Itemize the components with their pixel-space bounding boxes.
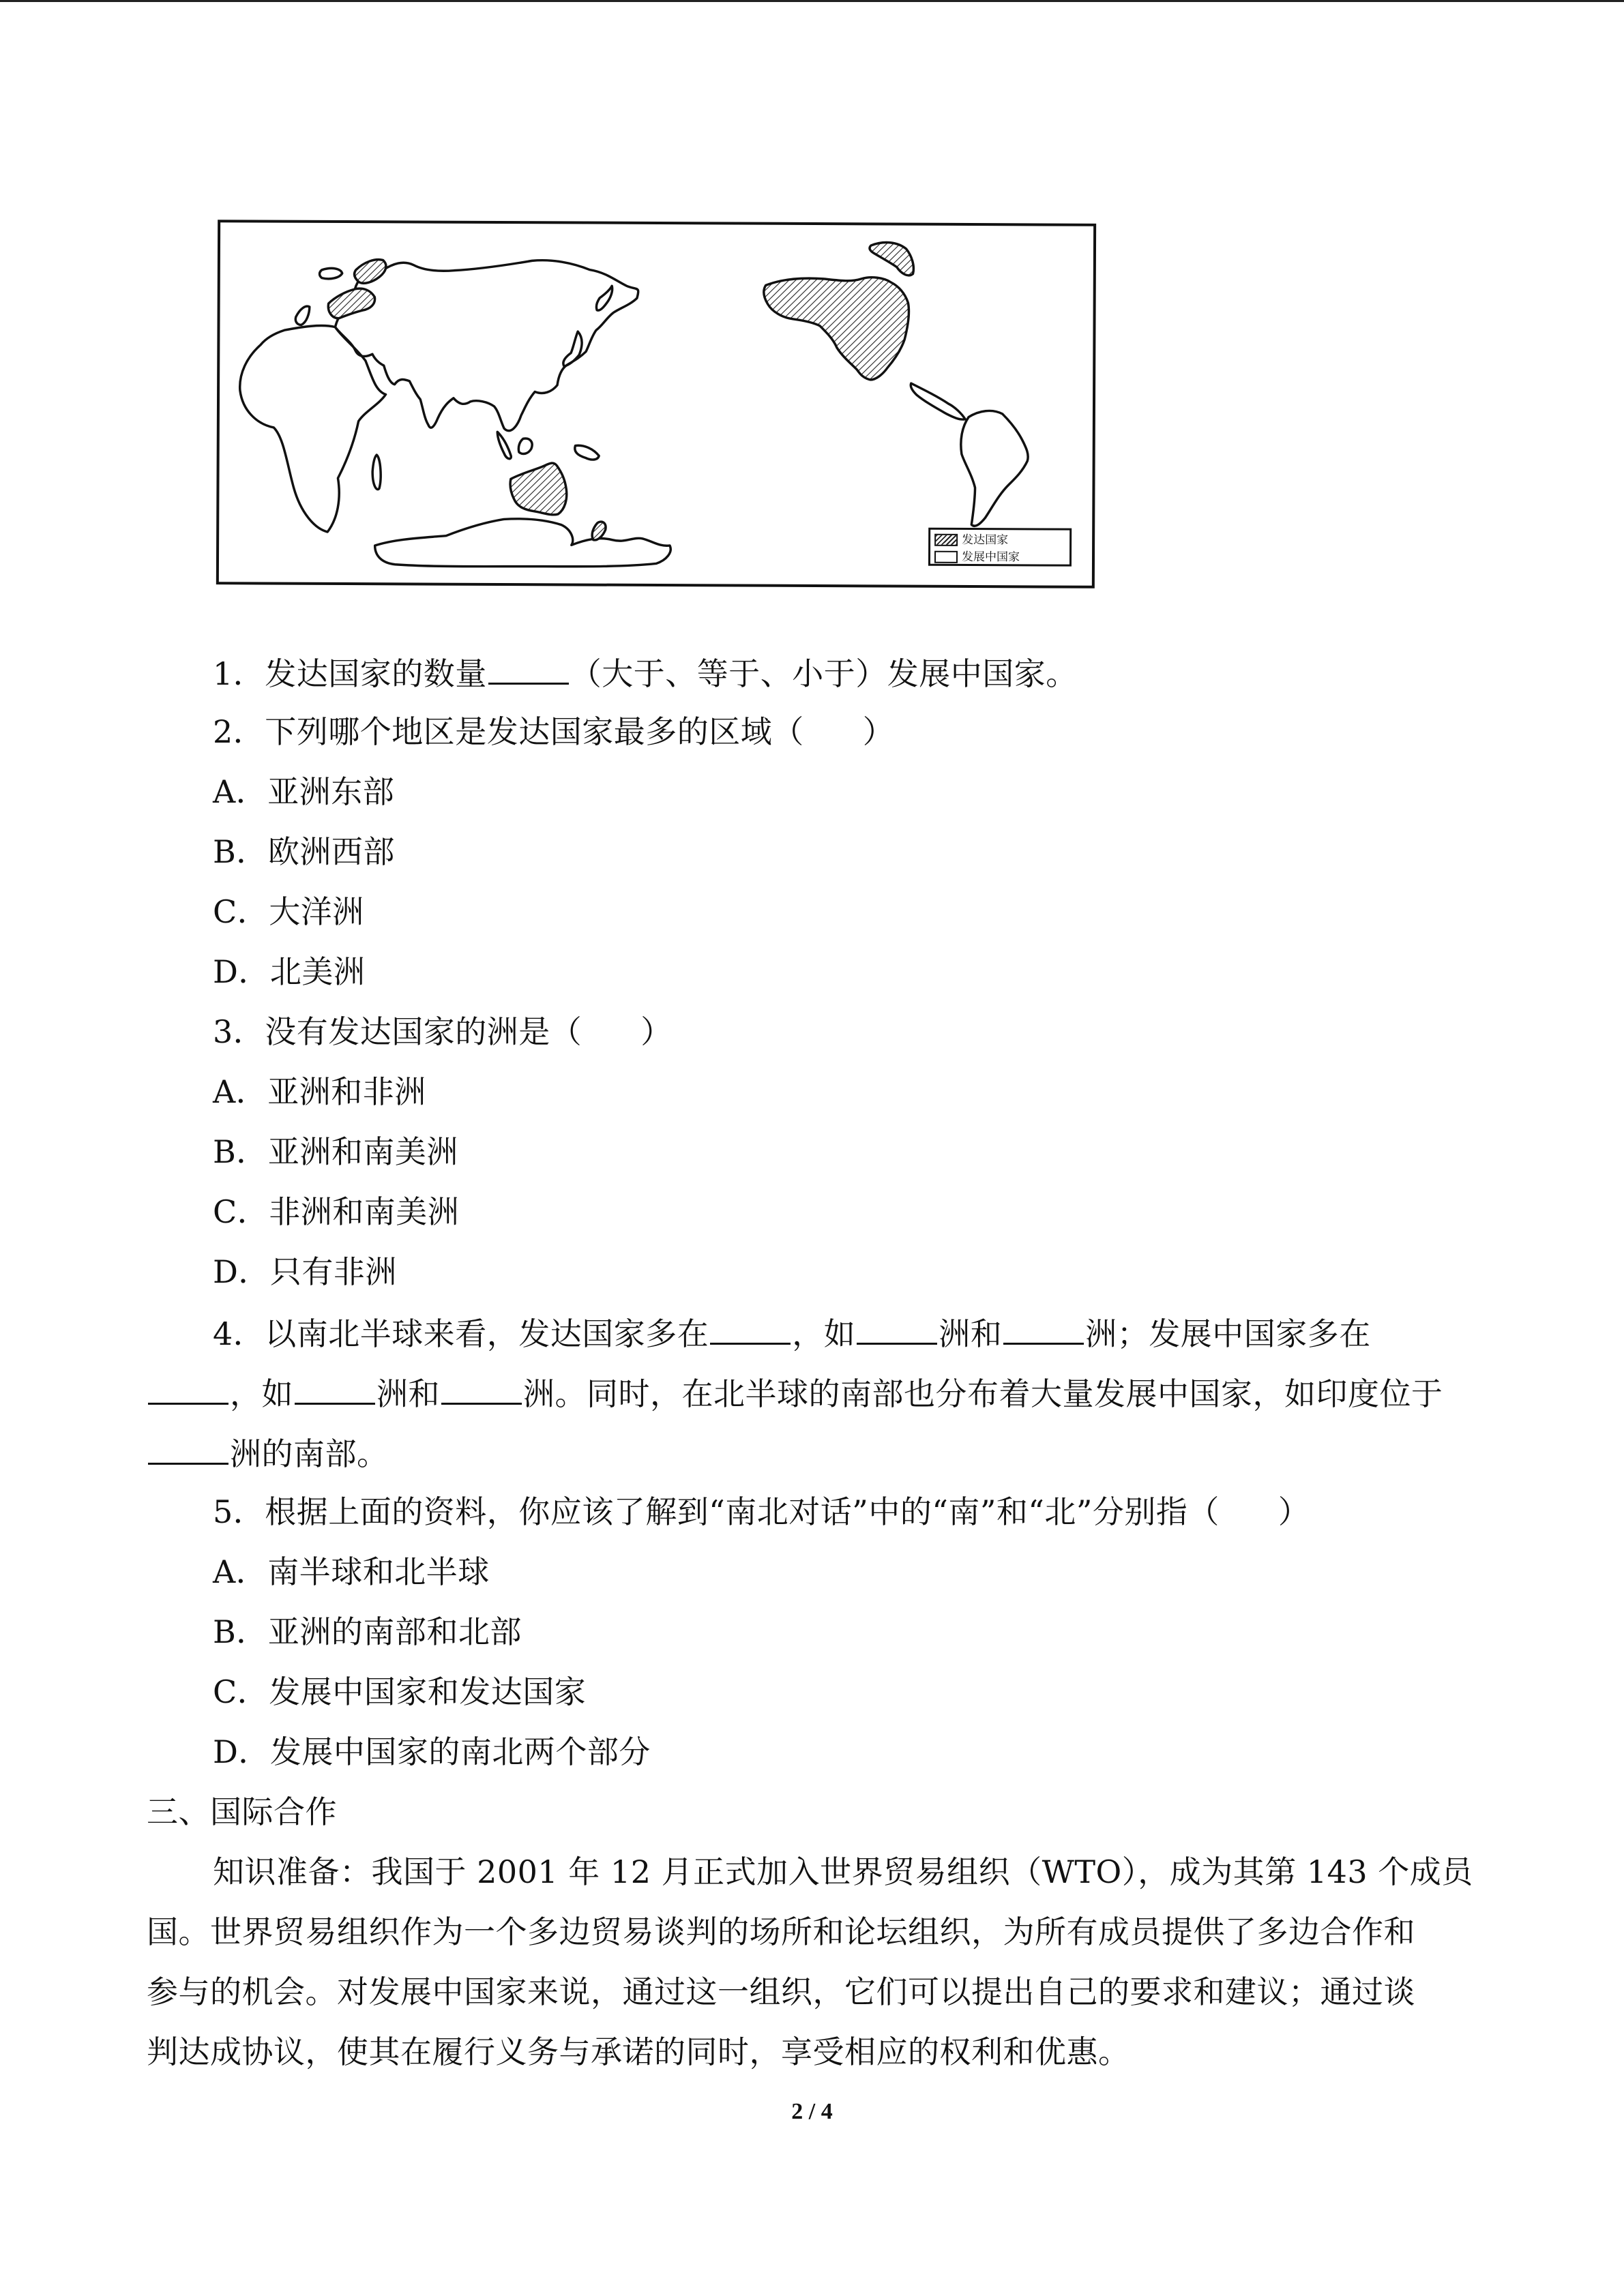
page-number: 2 / 4 (791, 2099, 833, 2124)
eurasia-outline (335, 259, 638, 431)
australia-developed (510, 463, 567, 515)
question-1 (213, 651, 1078, 694)
option-text: 欧洲西部 (267, 833, 395, 870)
option-letter: C． (213, 1193, 269, 1230)
option-item[interactable] (213, 831, 395, 872)
question-text: ） (1278, 1493, 1310, 1530)
option-item[interactable] (213, 891, 364, 932)
question-text: （大于、等于、小于）发展中国家。 (570, 655, 1078, 692)
question-text: 下列哪个地区是发达国家最多的区域（ (265, 713, 804, 750)
question-2 (213, 711, 894, 752)
paragraph-line: 国。世界贸易组织作为一个多边贸易谈判的场所和论坛组织，为所有成员提供了多边合作和 (147, 1913, 1415, 1950)
option-text: 只有非洲 (269, 1253, 397, 1290)
question-text: 洲和 (377, 1375, 440, 1412)
hatched-swatch-icon (934, 533, 958, 546)
question-5 (213, 1491, 1310, 1532)
option-item[interactable] (213, 1131, 458, 1172)
new-zealand-developed (592, 522, 606, 540)
option-item[interactable] (213, 951, 365, 992)
option-letter: C． (213, 893, 269, 930)
option-text: 南半球和北半球 (267, 1553, 490, 1590)
question-text: ，如 (230, 1375, 293, 1412)
option-item[interactable] (213, 1611, 522, 1652)
answer-blank[interactable] (1003, 1311, 1084, 1345)
question-3 (213, 1011, 673, 1052)
option-item[interactable] (213, 771, 394, 812)
paragraph-line: 参与的机会。对发展中国家来说，通过这一组织，它们可以提出自己的要求和建议；通过谈 (147, 1973, 1415, 2010)
question-text: 以南北半球来看，发达国家多在 (265, 1315, 709, 1352)
option-item[interactable] (213, 1071, 426, 1112)
option-letter: A． (213, 773, 268, 810)
option-letter: D． (213, 953, 270, 990)
antarctica-outline (375, 518, 671, 567)
question-4-line-1 (213, 1311, 1371, 1354)
scandinavia-developed (355, 259, 386, 283)
answer-blank[interactable] (148, 1371, 228, 1405)
option-text: 亚洲的南部和北部 (267, 1613, 522, 1650)
question-text: 洲和 (939, 1315, 1003, 1352)
western-europe-developed (328, 288, 374, 318)
world-map-figure (216, 220, 1096, 588)
option-text: 亚洲和非洲 (267, 1073, 426, 1110)
question-number: 2． (213, 713, 265, 750)
option-text: 发展中国家的南北两个部分 (269, 1733, 651, 1770)
answer-blank[interactable] (857, 1311, 937, 1345)
option-letter: D． (213, 1733, 270, 1770)
greenland-developed (870, 242, 914, 275)
legend-item-developing (934, 548, 1065, 566)
question-text: ） (640, 1013, 673, 1050)
option-letter: B． (213, 1133, 268, 1170)
answer-blank[interactable] (488, 651, 569, 685)
map-legend (928, 528, 1072, 567)
option-item[interactable] (213, 1551, 490, 1592)
answer-blank[interactable] (148, 1431, 228, 1465)
question-text: 洲的南部。 (230, 1435, 389, 1472)
option-item[interactable] (213, 1191, 459, 1232)
legend-item-developed (934, 531, 1065, 549)
question-text: ） (862, 713, 895, 750)
option-letter: A． (213, 1073, 268, 1110)
question-text: 没有发达国家的洲是（ (265, 1013, 582, 1050)
question-text: 发达国家的数量 (265, 655, 487, 692)
option-letter: B． (213, 833, 268, 870)
answer-blank[interactable] (295, 1371, 375, 1405)
legend-label-developed: 发达国家 (962, 533, 1009, 547)
option-letter: C． (213, 1673, 269, 1710)
option-item[interactable] (213, 1731, 651, 1772)
paragraph-line: 知识准备：我国于 2001 年 12 月正式加入世界贸易组织（WTO），成为其第 143 个成员 (213, 1853, 1473, 1890)
section-heading: 三、国际合作 (147, 1793, 337, 1830)
question-number: 4． (213, 1315, 265, 1352)
page-top-border (0, 0, 1624, 2)
option-text: 非洲和南美洲 (269, 1193, 460, 1230)
option-text: 亚洲东部 (267, 773, 395, 810)
south-america-outline (960, 411, 1028, 526)
question-4-line-3 (147, 1431, 389, 1474)
question-number: 5． (213, 1493, 265, 1530)
option-item[interactable] (213, 1251, 397, 1292)
north-america-developed (763, 277, 909, 380)
paragraph-line: 判达成协议，使其在履行义务与承诺的同时，享受相应的权利和优惠。 (147, 2033, 1130, 2070)
legend-label-developing: 发展中国家 (961, 550, 1020, 564)
question-text: 洲；发展中国家多在 (1085, 1315, 1371, 1352)
option-text: 亚洲和南美洲 (267, 1133, 458, 1170)
question-text: 根据上面的资料，你应该了解到“南北对话”中的“南”和“北”分别指（ (265, 1493, 1220, 1530)
question-number: 3． (213, 1013, 265, 1050)
option-item[interactable] (213, 1671, 586, 1712)
question-text: 洲。同时，在北半球的南部也分布着大量发展中国家，如印度位于 (523, 1375, 1443, 1412)
option-letter: D． (213, 1253, 270, 1290)
answer-blank[interactable] (441, 1371, 522, 1405)
question-number: 1． (213, 655, 265, 692)
answer-blank[interactable] (710, 1311, 791, 1345)
option-text: 发展中国家和发达国家 (269, 1673, 587, 1710)
question-4-line-2 (147, 1371, 1443, 1414)
question-text: ，如 (792, 1315, 856, 1352)
option-letter: B． (213, 1613, 268, 1650)
option-text: 大洋洲 (269, 893, 364, 930)
option-text: 北美洲 (269, 953, 366, 990)
plain-swatch-icon (934, 550, 958, 563)
option-letter: A． (213, 1553, 268, 1590)
